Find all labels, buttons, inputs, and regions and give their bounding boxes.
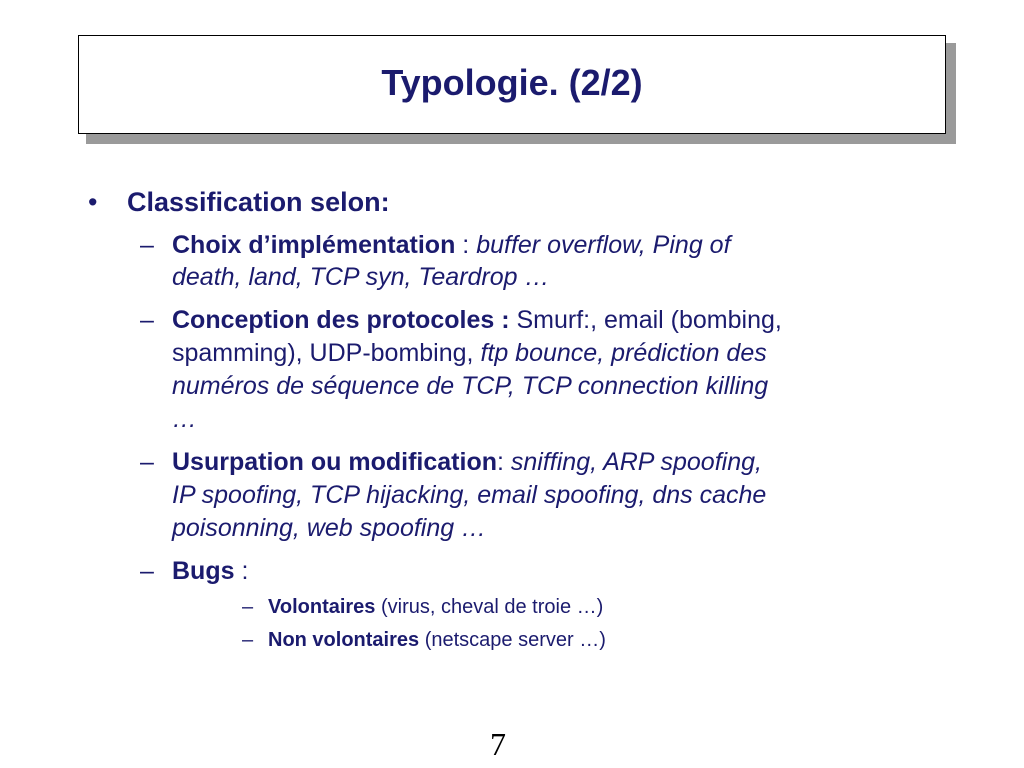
bullet-marker: • <box>88 187 98 217</box>
item-bold: Usurpation ou modification <box>172 448 497 476</box>
list-item-usurpation <box>172 445 762 479</box>
list-item-usurpation-cont: IP spoofing, TCP hijacking, email spoofing, dns cache <box>172 481 767 509</box>
page-number: 7 <box>490 726 506 762</box>
item-bold: Choix d’implémentation <box>172 231 456 259</box>
item-plain: spamming), UDP-bombing, <box>172 339 481 367</box>
item-italic: buffer overflow, Ping of <box>476 231 731 259</box>
item-bold: Bugs <box>172 557 235 585</box>
dash-marker: – <box>242 629 254 651</box>
list-item-conception-cont <box>172 336 767 370</box>
list-item-bugs <box>172 554 248 588</box>
title-box <box>78 35 946 134</box>
item-sep: : <box>234 557 249 585</box>
dash-marker: – <box>140 306 154 334</box>
list-item-conception-cont: numéros de séquence de TCP, TCP connection killing <box>172 372 769 400</box>
list-item-choix-cont: death, land, TCP syn, Teardrop … <box>172 263 550 291</box>
sub-item-volontaires <box>268 594 603 620</box>
dash-marker: – <box>242 596 254 618</box>
dash-marker: – <box>140 557 154 585</box>
list-item-usurpation-cont: poisonning, web spoofing … <box>172 514 487 542</box>
item-sep: : <box>455 231 477 259</box>
item-plain: Smurf:, email (bombing, <box>509 306 782 334</box>
sub-item-bold: Volontaires <box>268 596 376 618</box>
item-italic: ftp bounce, prédiction des <box>480 339 767 367</box>
sub-item-plain: (netscape server …) <box>419 629 606 651</box>
sub-item-non-volontaires <box>268 627 606 653</box>
list-item-choix <box>172 228 731 262</box>
bullet-classification: Classification selon: <box>127 187 390 217</box>
sub-item-plain: (virus, cheval de troie …) <box>375 596 604 618</box>
dash-marker: – <box>140 448 154 476</box>
list-item-conception-cont: … <box>172 405 197 433</box>
sub-item-bold: Non volontaires <box>268 629 420 651</box>
item-bold: Conception des protocoles : <box>172 306 510 334</box>
slide-title: Typologie. (2/2) <box>381 61 643 103</box>
list-item-conception <box>172 303 782 337</box>
item-sep: : <box>497 448 511 476</box>
dash-marker: – <box>140 231 154 259</box>
item-italic: sniffing, ARP spoofing, <box>510 448 762 476</box>
